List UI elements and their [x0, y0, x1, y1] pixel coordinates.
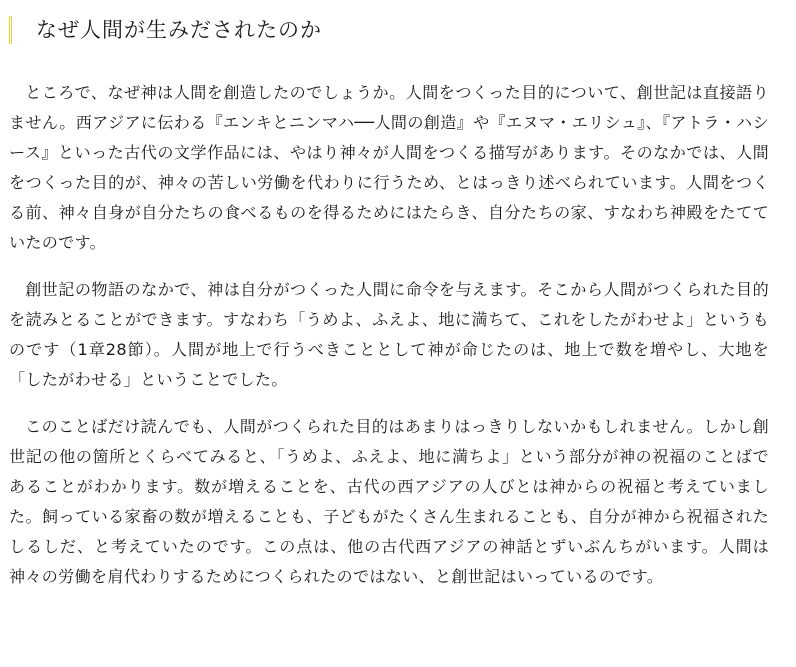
heading-accent-bar	[9, 16, 12, 44]
paragraph-3: このことばだけ読んでも、人間がつくられた目的はあまりはっきりしないかもしれません。しかし創世記の他の箇所とくらべてみると、「うめよ、ふえよ、地に満ちよ」という部分が神の祝福のことばであることがわかります。数が増えることを、古代の西アジアの人びとは神からの祝福と考えていました。飼っている家畜の数が増えることも、子どもがたくさん生まれることも、自分が神から祝福されたしるしだ、と考えていたのです。この点は、他の古代西アジアの神話とずいぶんちがいます。人間は神々の労働を肩代わりするためにつくられたのではない、と創世記はいっているのです。	[9, 417, 769, 586]
paragraph-2: 創世記の物語のなかで、神は自分がつくった人間に命令を与えます。そこから人間がつくられた目的を読みとることができます。すなわち「うめよ、ふえよ、地に満ちて、これをしたがわせよ」というものです（1章28節）。人間が地上で行うべきこととして神が命じたのは、地上で数を増やし、大地を「したがわせる」ということでした。	[9, 280, 769, 389]
section-title: なぜ人間が生みだされたのか	[36, 18, 322, 42]
paragraph-1: ところで、なぜ神は人間を創造したのでしょうか。人間をつくった目的について、創世記は直接語りません。西アジアに伝わる『エンキとニンマハ──人間の創造』や『エヌマ・エリシュ』、『アトラ・ハシース』といった古代の文学作品には、やはり神々が人間をつくる描写があります。そのなかでは、人間をつくった目的が、神々の苦しい労働を代わりに行うため、とはっきり述べられています。人間をつくる前、神々自身が自分たちの食べるものを得るためにはたらき、自分たちの家、すなわち神殿をたてていたのです。	[9, 83, 769, 252]
section-heading	[9, 14, 776, 46]
